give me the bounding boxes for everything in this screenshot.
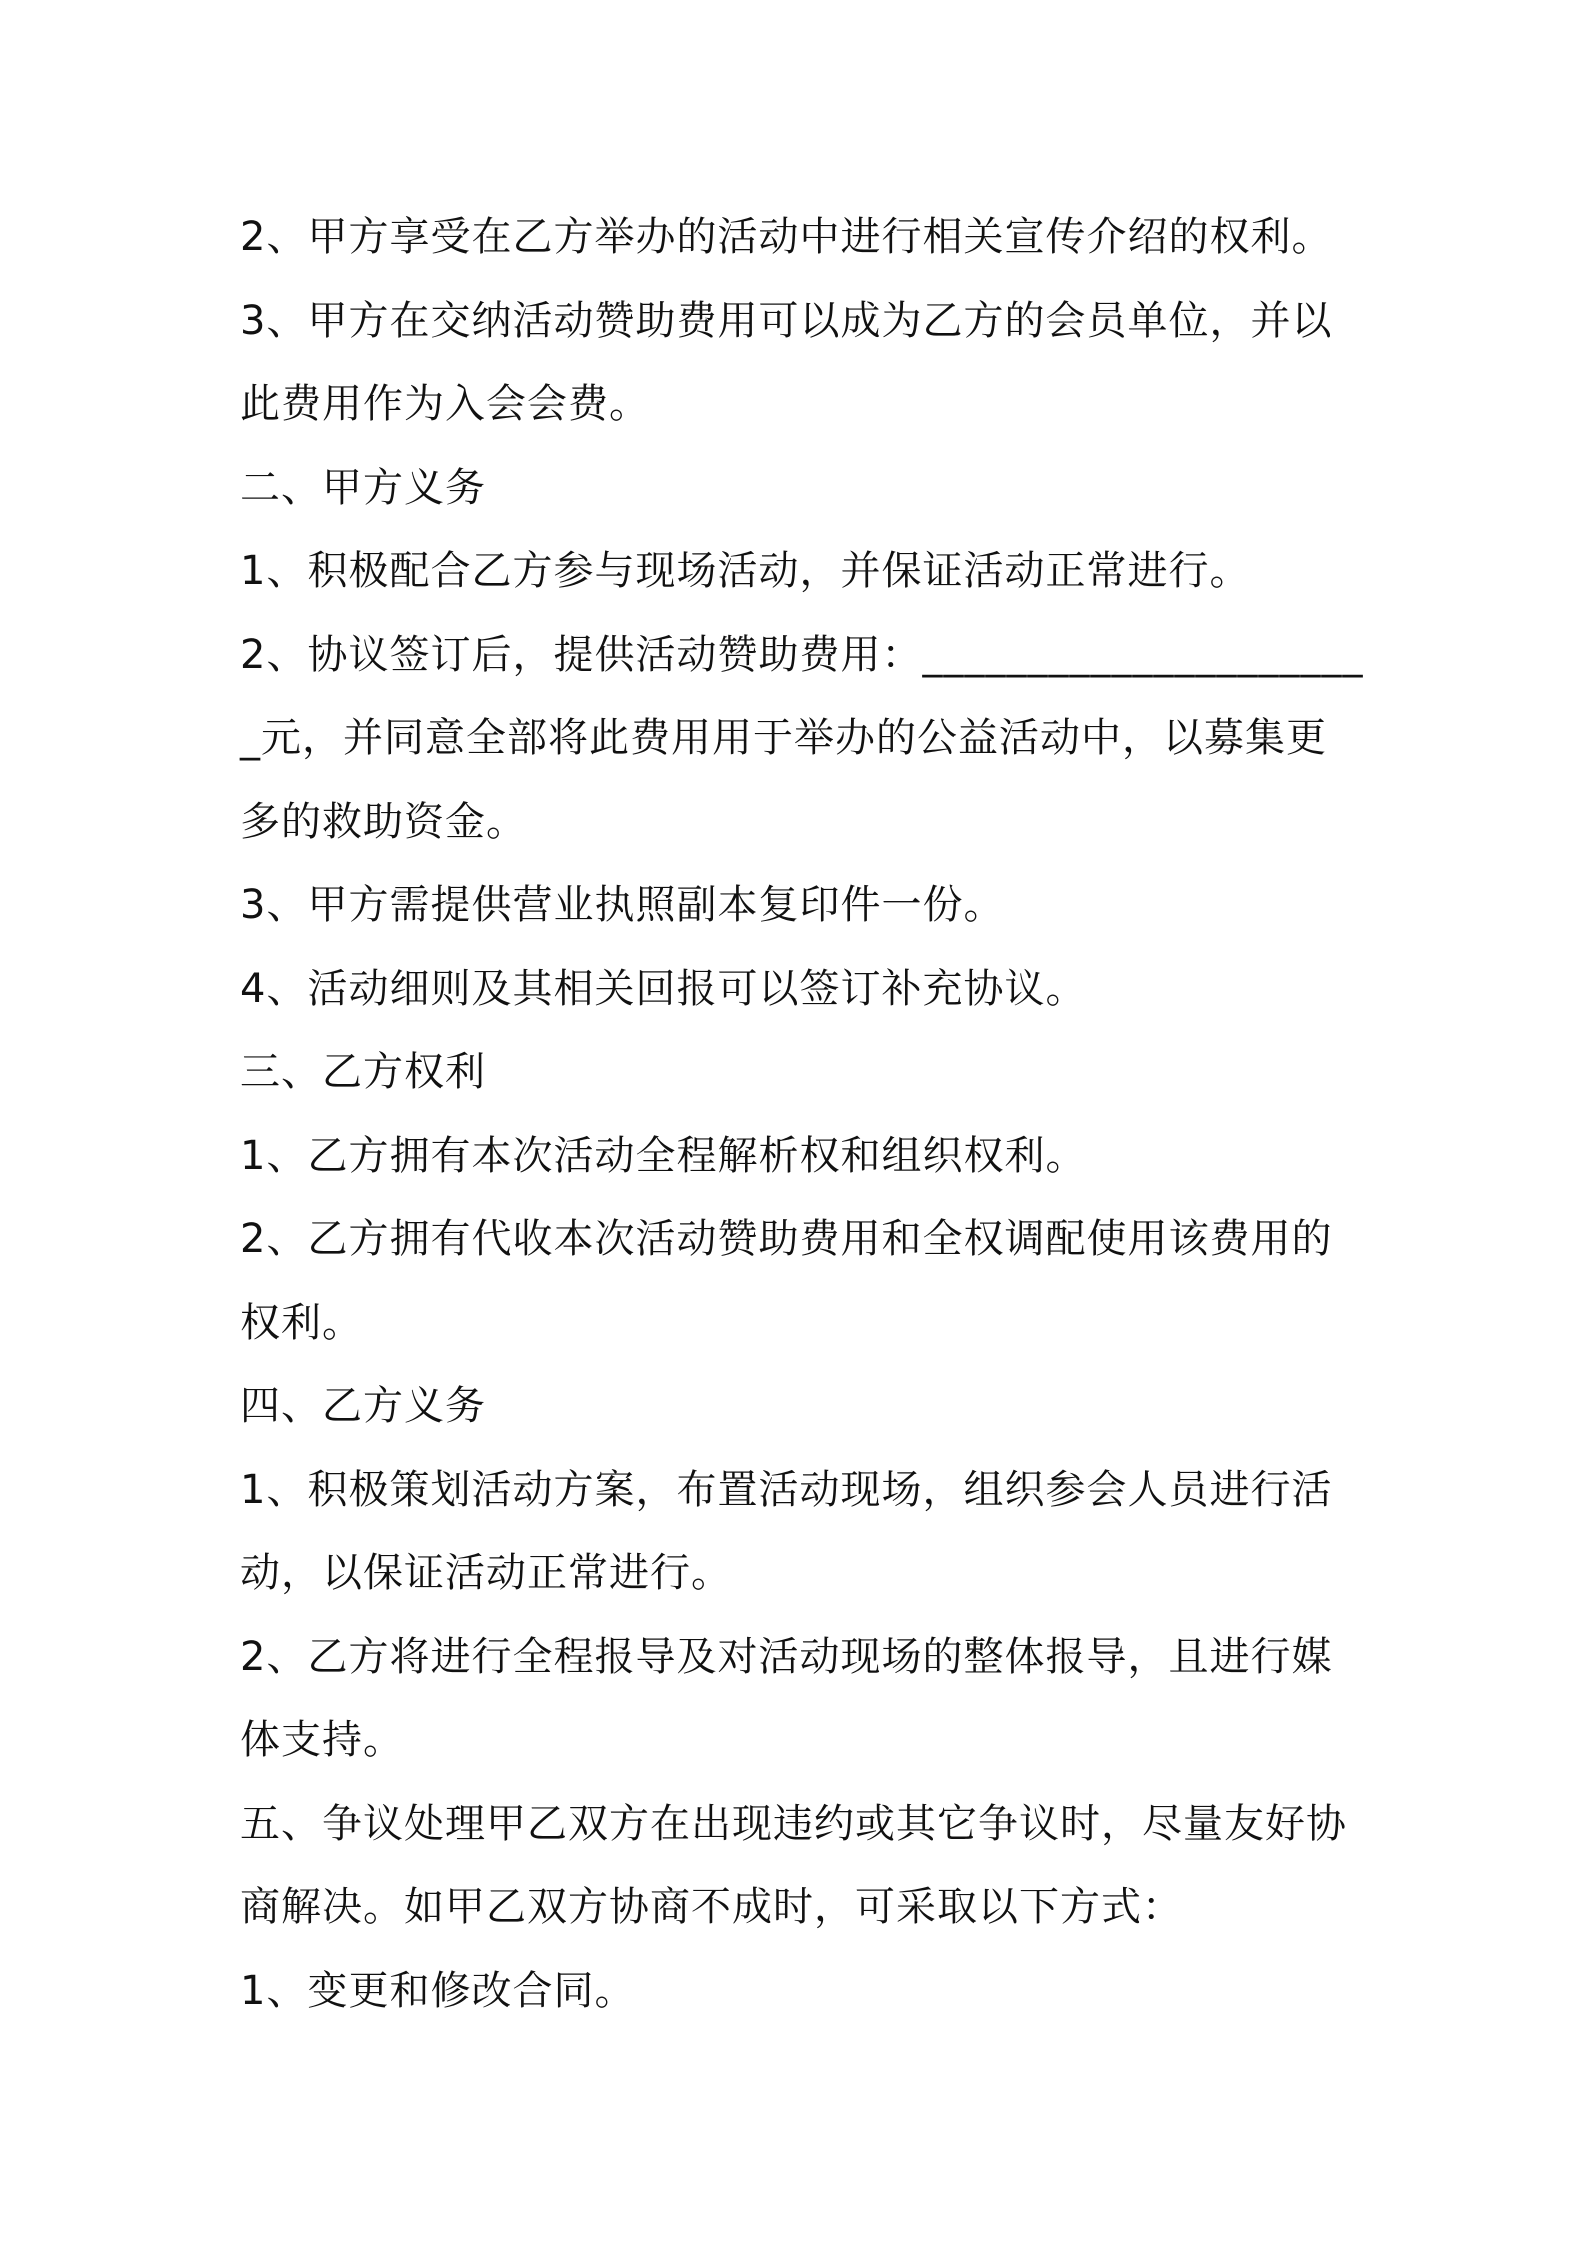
paragraph-jia-obligation-3: 3、甲方需提供营业执照副本复印件一份。	[240, 882, 1005, 928]
heading-yi-rights: 三、乙方权利	[240, 1049, 486, 1095]
heading-jia-obligations: 二、甲方义务	[240, 464, 486, 511]
paragraph-yi-right-1: 1、乙方拥有本次活动全程解析权和组织权利。	[240, 1132, 1087, 1179]
paragraph-yi-obligation-2: 2、乙方将进行全程报导及对活动现场的整体报导，且进行媒体支持。	[240, 1633, 1333, 1763]
paragraph-yi-obligation-1: 1、积极策划活动方案，布置活动现场，组织参会人员进行活动，以保证活动正常进行。	[240, 1466, 1333, 1596]
paragraph-dispute-option-1: 1、变更和修改合同。	[240, 1967, 636, 2014]
paragraph-jia-right-2: 2、甲方享受在乙方举办的活动中进行相关宣传介绍的权利。	[240, 214, 1333, 260]
paragraph-jia-obligation-4: 4、活动细则及其相关回报可以签订补充协议。	[240, 965, 1087, 1012]
paragraph-jia-obligation-1: 1、积极配合乙方参与现场活动，并保证活动正常进行。	[240, 548, 1251, 594]
paragraph-yi-right-2: 2、乙方拥有代收本次活动赞助费用和全权调配使用该费用的权利。	[240, 1216, 1333, 1346]
heading-dispute-resolution: 五、争议处理甲乙双方在出现违约或其它争议时，尽量友好协商解决。如甲乙双方协商不成时，可采取以下方式：	[240, 1800, 1347, 1930]
document-body	[240, 196, 1365, 2033]
heading-yi-obligations: 四、乙方义务	[240, 1383, 486, 1429]
paragraph-jia-right-3: 3、甲方在交纳活动赞助费用可以成为乙方的会员单位，并以此费用作为入会会费。	[240, 297, 1333, 427]
paragraph-jia-obligation-2: 2、协议签订后，提供活动赞助费用：______________________元，并同意全部将此费用用于举办的公益活动中，以募集更多的救助资金。	[240, 631, 1364, 845]
